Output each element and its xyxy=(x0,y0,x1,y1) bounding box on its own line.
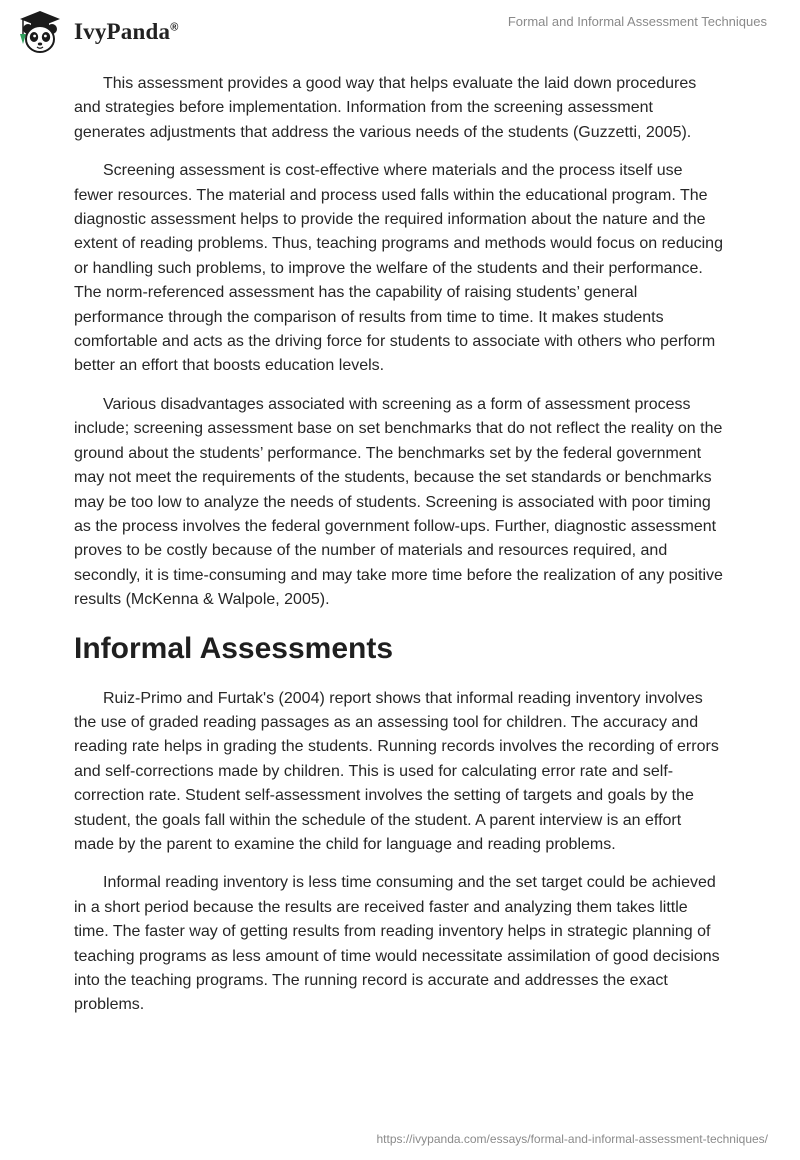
registered-mark: ® xyxy=(170,21,179,34)
page-header xyxy=(0,0,800,60)
source-url-link[interactable]: https://ivypanda.com/essays/formal-and-informal-assessment-techniques/ xyxy=(376,1132,768,1146)
panda-graduate-icon xyxy=(14,8,66,56)
ivypanda-logo[interactable] xyxy=(14,8,179,56)
paragraph: Ruiz-Primo and Furtak's (2004) report shows that informal reading inventory involves the use of graded reading passages as an assessing tool for children. The accuracy and reading rate helps in grading the students. Running records involves the recording of errors and self-corrections made by children. This is used for calculating error rate and self-correction rate. Student self-assessment involves the setting of targets and goals by the student, the goals fall within the schedule of the student. A parent interview is an effort made by the parent to examine the child for language and reading problems. xyxy=(74,689,719,853)
paragraph: Informal reading inventory is less time consuming and the set target could be achieved in a short period because the results are received faster and analyzing them takes little time. The faster way of getting results from reading inventory helps in strategic planning of teaching programs as less amount of time would necessitate assimilation of good decisions into the teaching programs. The running record is accurate and addresses the exact problems. xyxy=(74,874,720,1014)
logo-wordmark: IvyPanda® xyxy=(74,19,179,44)
section-heading: Informal Assessments xyxy=(74,631,394,665)
paragraph: Screening assessment is cost-effective where materials and the process itself use fewer resources. The material and process used falls within the educational program. The diagnostic assessment helps to provide the required information about the nature and the extent of reading problems. Thus, teaching programs and methods would focus on reducing or handling such problems, to improve the welfare of the students and their performance. The norm-referenced assessment has the capability of raising students’ general performance through the comparison of results from time to time. It makes students comfortable and acts as the driving force for students to associate with others who perform better an effort that boosts education levels. xyxy=(74,162,723,375)
document-title: Formal and Informal Assessment Techniques xyxy=(507,14,767,29)
paragraph: This assessment provides a good way that helps evaluate the laid down procedures and strategies before implementation. Information from the screening assessment generates adjustments that address the various needs of the students (Guzzetti, 2005). xyxy=(74,75,697,141)
essay-body xyxy=(74,72,724,1032)
paragraph: Various disadvantages associated with screening as a form of assessment process include; screening assessment base on set benchmarks that do not reflect the reality on the ground about the students’ performance. The benchmarks set by the federal government may not meet the requirements of the students, because the set standards or benchmarks may be too low to analyze the needs of students. Screening is associated with poor timing as the process involves the federal government follow-ups. Further, diagnostic assessment proves to be costly because of the number of materials and resources required, and secondly, it is time-consuming and may take more time before the realization of any positive results (McKenna & Walpole, 2005). xyxy=(74,395,723,609)
